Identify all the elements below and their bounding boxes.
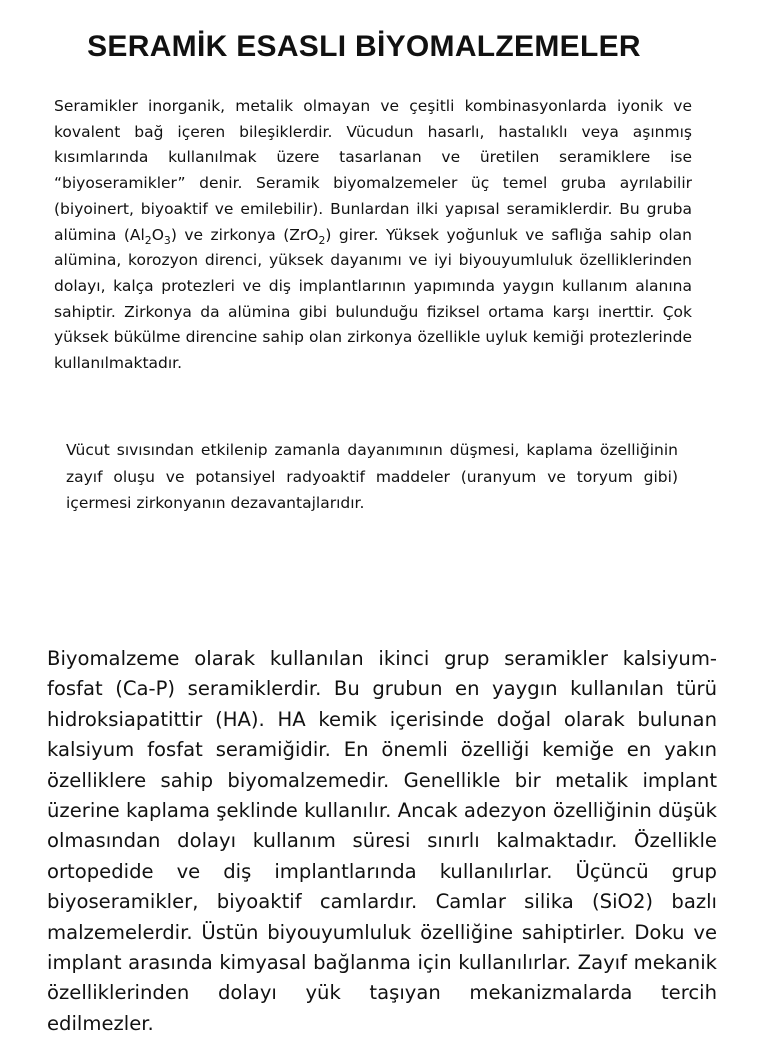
calcium-phosphate-paragraph: Biyomalzeme olarak kullanılan ikinci grup seramikler kalsiyum-fosfat (Ca-P) seramiklerdir. Bu grubun en yaygın kullanılan türü hidroksiapatittir (HA). HA kemik içerisinde doğal olarak bulunan kalsiyum fosfat seramiğidir. En önemli özelliği kemiğe en yakın özelliklere sahip biyomalzemedir. Genellikle bir metalik implant üzerine kaplama şeklinde kullanılır. Ancak adezyon özelliğinin düşük olmasından dolayı kullanım süresi sınırlı kalmaktadır. Özellikle ortopedide ve diş implantlarında kullanılırlar. Üçüncü grup biyoseramikler, biyoaktif camlardır. Camlar silika (SiO2) bazlı malzemelerdir. Üstün biyouyumluluk özelliğine sahiptirler. Doku ve implant arasında kimyasal bağlanma için kullanılırlar. Zayıf mekanik özelliklerinden dolayı yük taşıyan mekanizmalarda tercih edilmezler. [47, 647, 717, 1035]
paragraph-text: O [151, 225, 164, 244]
page-title: SERAMİK ESASLI BİYOMALZEMELER [87, 30, 641, 63]
subscript: 3 [163, 233, 171, 247]
disadvantages-paragraph: Vücut sıvısından etkilenip zamanla dayanımının düşmesi, kaplama özelliğinin zayıf oluşu ve potansiyel radyoaktif maddeler (uranyum ve toryum gibi) içermesi zirkonyanın dezavantajlarıdır. [66, 441, 678, 512]
paragraph-text: Seramikler inorganik, metalik olmayan ve çeşitli kombinasyonlarda iyonik ve kovalent bağ içeren bileşiklerdir. Vücudun hasarlı, hastalıklı veya aşınmış kısımlarında kullanılmak üzere tasarlanan ve üretilen seramiklere ise “biyoseramikler” denir. Seramik biyomalzemeler üç temel gruba ayrılabilir (biyoinert, biyoaktif ve emilebilir). Bunlardan ilki yapısal seramiklerdir. Bu gruba alümina (Al [54, 97, 692, 244]
paragraph-text: ) girer. Yüksek yoğunluk ve saflığa sahip olan alümina, korozyon direnci, yüksek dayanımı ve iyi biyouyumluluk özelliklerinden dolayı, kalça protezleri ve diş implantlarının yapımında yaygın kullanım alanına sahiptir. Zirkonya da alümina gibi bulunduğu fiziksel ortama karşı inerttir. Çok yüksek bükülme direncine sahip olan zirkonya özellikle uyluk kemiği protezlerinde kullanılmaktadır. [54, 225, 692, 373]
subscript: 2 [144, 233, 152, 247]
intro-paragraph [54, 94, 692, 377]
subscript: 2 [318, 233, 326, 247]
paragraph-text: ) ve zirkonya (ZrO [170, 225, 319, 244]
